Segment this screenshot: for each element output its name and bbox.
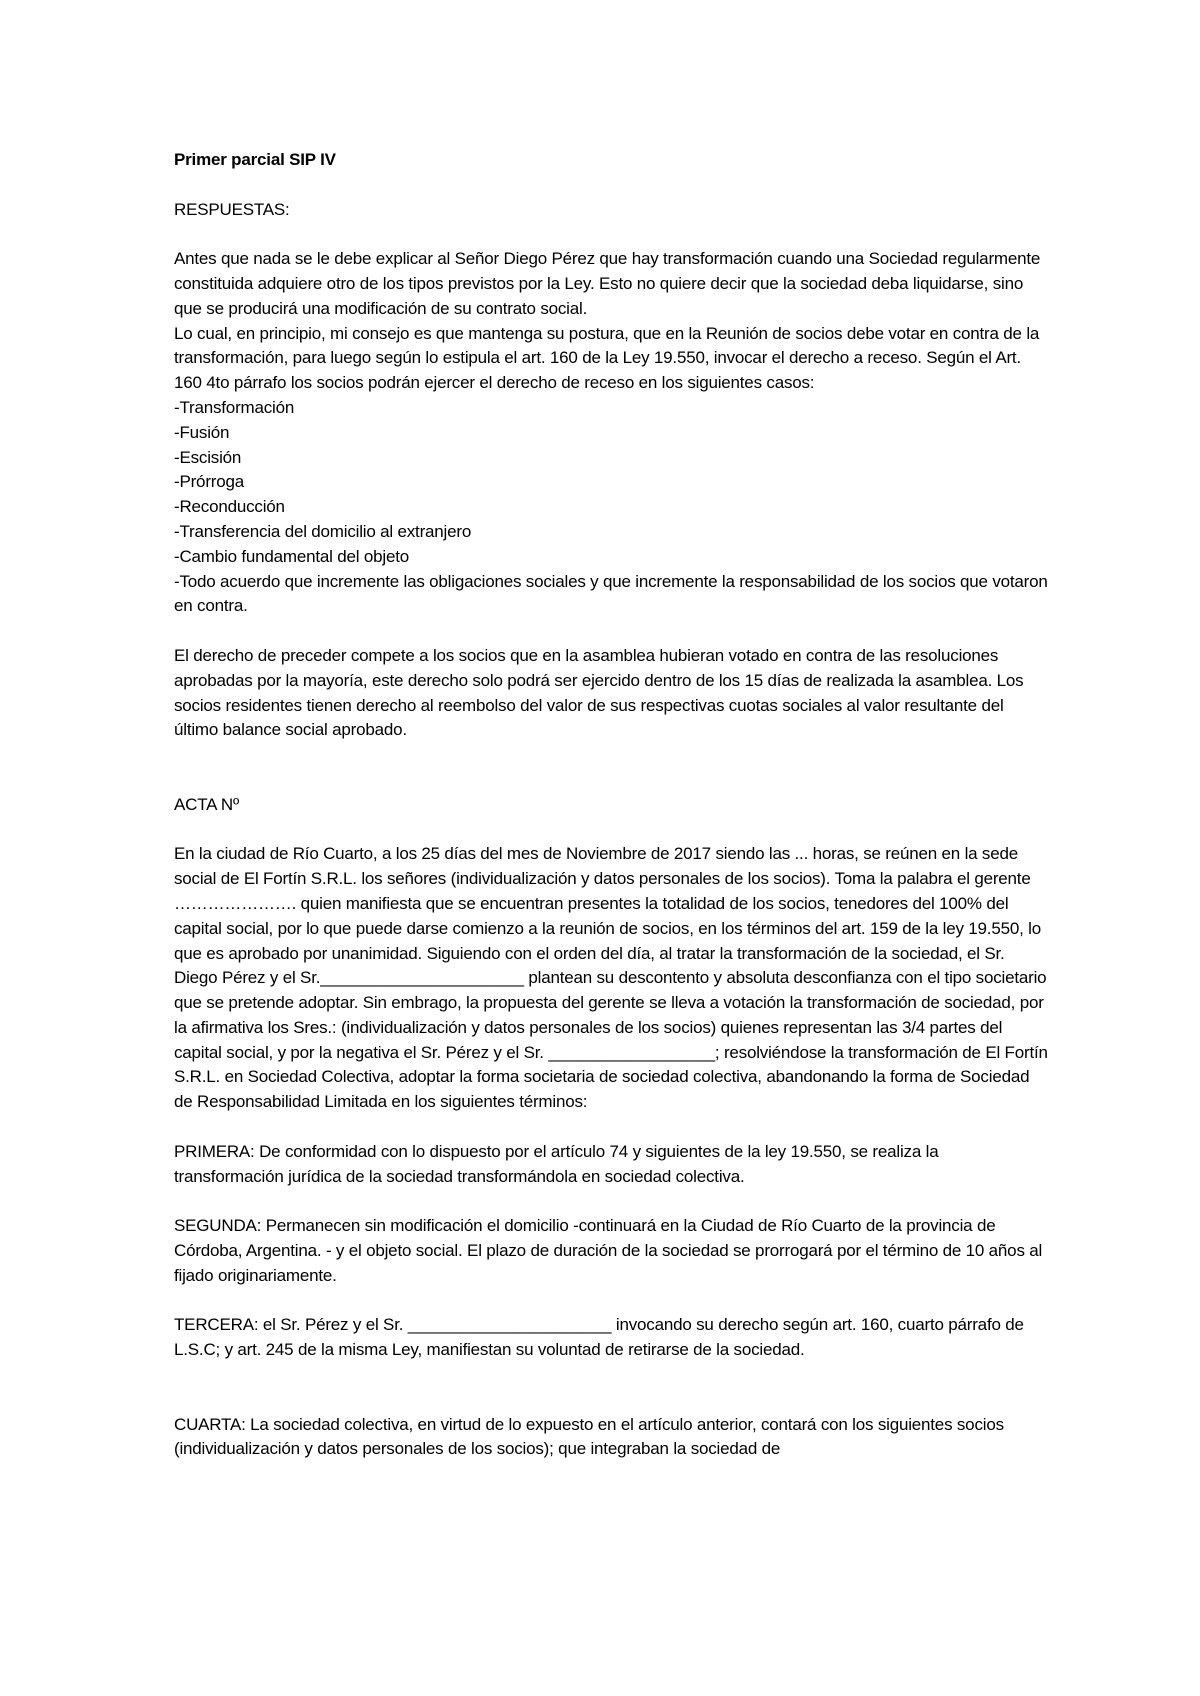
clause-cuarta: CUARTA: La sociedad colectiva, en virtud de lo expuesto en el artículo anterior, contará con los siguientes socios (individualización y datos personales de los socios); que integraban la sociedad de [174, 1414, 1004, 1459]
receso-cases-list [174, 396, 1050, 619]
list-item: -Escisión [174, 447, 242, 467]
document-title: Primer parcial SIP IV [174, 150, 336, 169]
list-item: -Transferencia del domicilio al extranjero [174, 521, 472, 541]
spacer [174, 619, 1050, 644]
acta-heading: ACTA Nº [174, 794, 239, 814]
spacer [174, 743, 1050, 793]
list-item: -Reconducción [174, 497, 285, 517]
acta-paragraph: En la ciudad de Río Cuarto, a los 25 días del mes de Noviembre de 2017 siendo las ... horas, se reúnen en la sede social de El Fortín S.R.L. los señores (individualización y datos personales de los socios). Toma la palabra el gerente …………………. quien manifiesta que se encuentran presentes la totalidad de los socios, tenedores del 100% del capital social, por lo que puede darse comienzo a la reunión de socios, en los términos del art. 159 de la ley 19.550, lo que es aprobado por unanimidad. Siguiendo con el orden del día, al tratar la transformación de la sociedad, el Sr. Diego Pérez y el Sr.______________________ plantean su descontento y absoluta desconfianza con el tipo societario que se pretende adoptar. Sin embrago, la propuesta del gerente se lleva a votación la transformación de sociedad, por la afirmativa los Sres.: (individualización y datos personales de los socios) quienes representan las 3/4 partes del capital social, y por la negativa el Sr. Pérez y el Sr. __________________; resolviéndose la transformación de El Fortín S.R.L. en Sociedad Colectiva, adoptar la forma societaria de sociedad colectiva, abandonando la forma de Sociedad de Responsabilidad Limitada en los siguientes términos: [174, 844, 1048, 1112]
respuestas-heading: RESPUESTAS: [174, 199, 290, 219]
spacer [174, 1115, 1050, 1140]
answer-paragraph-3: El derecho de preceder compete a los socios que en la asamblea hubieran votado en contra de las resoluciones aprobadas por la mayoría, este derecho solo podrá ser ejercido dentro de los 15 días de realizada la asamblea. Los socios residentes tienen derecho al reembolso del valor de sus respectivas cuotas sociales al valor resultante del último balance social aprobado. [174, 645, 1024, 740]
spacer [174, 1289, 1050, 1314]
spacer [174, 818, 1050, 843]
clause-primera: PRIMERA: De conformidad con lo dispuesto por el artículo 74 y siguientes de la ley 19.550, se realiza la transformación jurídica de la sociedad transformándola en sociedad colectiva. [174, 1141, 939, 1186]
list-item: -Fusión [174, 422, 230, 442]
list-item: -Transformación [174, 397, 295, 417]
list-item: -Cambio fundamental del objeto [174, 546, 409, 566]
spacer [174, 1189, 1050, 1214]
clause-tercera: TERCERA: el Sr. Pérez y el Sr. ______________________ invocando su derecho según art. 160, cuarto párrafo de L.S.C; y art. 245 de la misma Ley, manifiestan su voluntad de retirarse de la sociedad. [174, 1315, 1024, 1360]
clause-segunda: SEGUNDA: Permanecen sin modificación el domicilio -continuará en la Ciudad de Río Cuarto de la provincia de Córdoba, Argentina. - y el objeto social. El plazo de duración de la sociedad se prorrogará por el término de 10 años al fijado originariamente. [174, 1216, 1043, 1285]
answer-paragraph-2: Lo cual, en principio, mi consejo es que mantenga su postura, que en la Reunión de socios debe votar en contra de la transformación, para luego según lo estipula el art. 160 de la Ley 19.550, invocar el derecho a receso. Según el Art. 160 4to párrafo los socios podrán ejercer el derecho de receso en los siguientes casos: [174, 323, 1040, 393]
spacer [174, 222, 1050, 247]
spacer [174, 173, 1050, 198]
spacer [174, 1363, 1050, 1413]
list-item: -Todo acuerdo que incremente las obligaciones sociales y que incremente la responsabilidad de los socios que votaron en contra. [174, 571, 1048, 616]
answer-paragraph-1: Antes que nada se le debe explicar al Señor Diego Pérez que hay transformación cuando una Sociedad regularmente constituida adquiere otro de los tipos previstos por la Ley. Esto no quiere decir que la sociedad deba liquidarse, sino que se producirá una modificación de su contrato social. [174, 249, 1041, 318]
list-item: -Prórroga [174, 472, 245, 492]
